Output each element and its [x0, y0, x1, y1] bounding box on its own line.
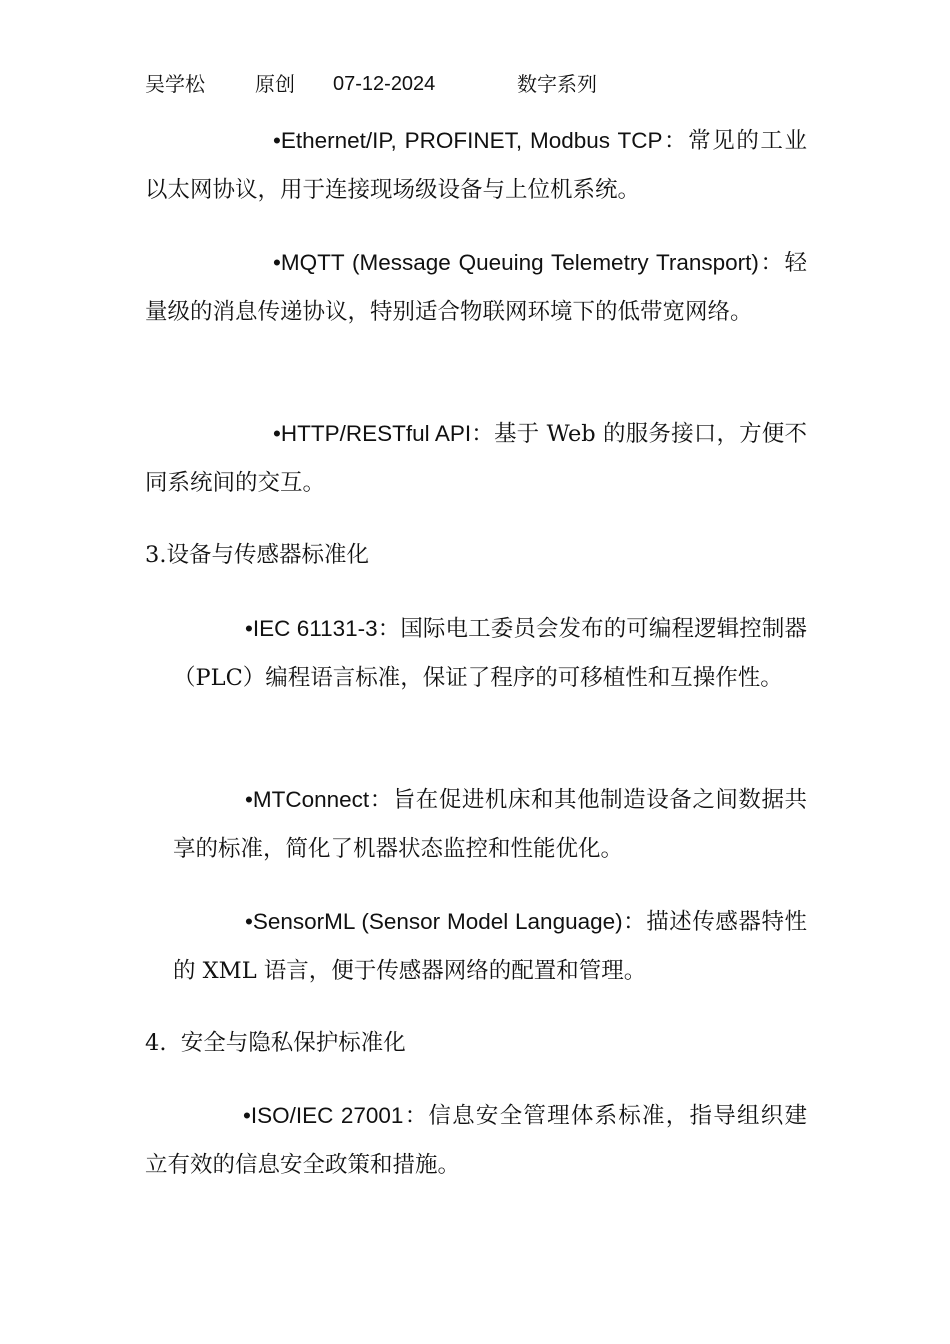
header-series: 数字系列: [517, 72, 597, 96]
paragraph-mqtt: [145, 238, 807, 337]
desc-iec: ：国际电工委员会发布的可编程逻辑控制器（PLC）编程语言标准，保证了程序的可移植性和互操作性。: [173, 616, 807, 691]
paragraph-http: [145, 409, 807, 508]
paragraph-sensorml: [173, 897, 807, 996]
desc-sensorml: ：描述传感器特性的 XML 语言，便于传感器网络的配置和管理。: [173, 909, 807, 984]
desc-iso: ：信息安全管理体系标准，指导组织建立有效的信息安全政策和措施。: [145, 1103, 807, 1178]
term-iso: •ISO/IEC 27001: [243, 1103, 404, 1128]
paragraph-iec: [173, 604, 807, 703]
paragraph-iso: [145, 1091, 807, 1190]
header-date: 07-12-2024: [333, 73, 436, 95]
term-sensorml: •SensorML (Sensor Model Language): [245, 909, 623, 934]
term-ethernet: •Ethernet/IP, PROFINET, Modbus TCP: [273, 128, 663, 153]
term-mtconnect: •MTConnect: [245, 787, 370, 812]
header-author: 吴学松: [145, 72, 205, 96]
desc-mqtt: ：轻量级的消息传递协议，特别适合物联网环境下的低带宽网络。: [145, 250, 807, 325]
desc-http: ：基于 Web 的服务接口，方便不同系统间的交互。: [145, 421, 807, 496]
desc-ethernet: ：常见的工业以太网协议，用于连接现场级设备与上位机系统。: [145, 128, 807, 203]
section-heading-4: 4. 安全与隐私保护标准化: [145, 1030, 406, 1056]
section-heading-3: 3.设备与传感器标准化: [145, 542, 369, 568]
paragraph-mtconnect: [173, 775, 807, 874]
term-iec: •IEC 61131-3: [245, 616, 378, 641]
term-http: •HTTP/RESTful API: [273, 421, 472, 446]
header-type: 原创: [255, 72, 295, 96]
paragraph-ethernet: [145, 116, 807, 215]
desc-mtconnect: ：旨在促进机床和其他制造设备之间数据共享的标准，简化了机器状态监控和性能优化。: [173, 787, 807, 862]
term-mqtt: •MQTT (Message Queuing Telemetry Transport): [273, 250, 759, 275]
